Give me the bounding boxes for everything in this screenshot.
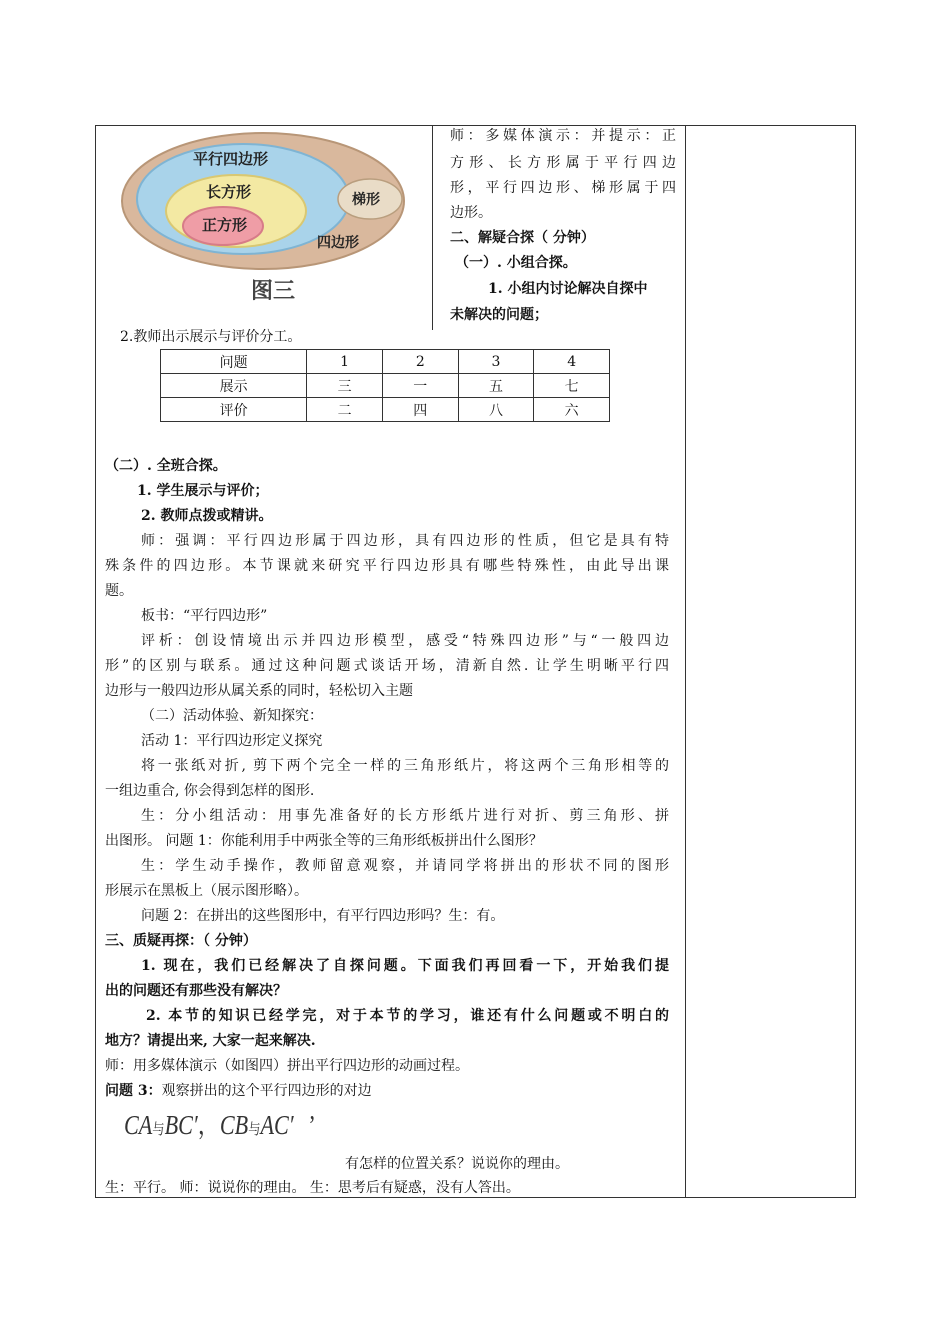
para-3-line-2: 一组边重合, 你会得到怎样的图形. — [105, 783, 315, 799]
label-rectangle: 长方形 — [206, 183, 252, 201]
para-3-line-1: 将一张纸对折, 剪下两个完全一样的三角形纸片，将这两个三角形相等的 — [141, 758, 669, 774]
final-dialogue: 生：平行。 师：说说你的理由。 生：思考后有疑惑，没有人答出。 — [105, 1180, 520, 1196]
para-6-line-1: 1. 现在，我们已经解决了自探问题。下面我们再回看一下，开始我们提 — [141, 958, 669, 974]
table-cell: 评价 — [161, 398, 307, 422]
figure-3 — [118, 131, 418, 311]
para-6-line-2: 出的问题还有那些没有解决？ — [105, 983, 287, 999]
board-note: 板书：“平行四边形” — [141, 608, 268, 624]
relation-question: 有怎样的位置关系？说说你的理由。 — [345, 1156, 569, 1172]
activity-1-title: 活动 1：平行四边形定义探究 — [141, 733, 323, 749]
para-2-line-1: 评析：创设情境出示并四边形模型，感受“特殊四边形”与“一般四边 — [141, 633, 669, 649]
figure-caption: 图三 — [251, 278, 296, 304]
connector-yu-2: 与 — [248, 1122, 261, 1138]
assignment-table — [160, 349, 610, 422]
para-4-line-2: 出图形。 问题 1：你能利用手中两张全等的三角形纸板拼出什么图形？ — [105, 833, 543, 849]
class-item-1: 1. 学生展示与评价； — [137, 483, 269, 499]
table-cell: 展示 — [161, 374, 307, 398]
section-3-heading: 三、质疑再探：（ 分钟） — [105, 933, 257, 949]
formula-comma: ， — [197, 1110, 220, 1140]
teacher-demo: 师：用多媒体演示（如图四）拼出平行四边形的动画过程。 — [105, 1058, 469, 1074]
table-cell: 八 — [458, 398, 534, 422]
question-3-label: 问题 3： — [105, 1083, 162, 1099]
question-2: 问题 2：在拼出的这些图形中，有平行四边形吗？生：有。 — [141, 908, 505, 924]
label-quadrilateral: 四边形 — [317, 235, 359, 251]
table-cell: 四 — [382, 398, 458, 422]
right-line-4: 边形。 — [450, 205, 492, 221]
formula-opposite-sides — [124, 1108, 316, 1147]
para-1-line-2: 殊条件的四边形。本节课就来研究平行四边形具有哪些特殊性，由此导出课 — [105, 558, 669, 574]
segment-ac-prime: AC′ — [260, 1110, 294, 1140]
table-cell: 2 — [382, 350, 458, 374]
activity-intro: （二）活动体验、新知探究： — [141, 708, 323, 724]
table-cell: 问题 — [161, 350, 307, 374]
para-5-line-1: 生：学生动手操作，教师留意观察，并请同学将拼出的形状不同的图形 — [141, 858, 669, 874]
formula-tail-mark: ’ — [308, 1110, 316, 1140]
table-cell: 七 — [534, 374, 610, 398]
label-square: 正方形 — [202, 216, 248, 234]
question-3 — [105, 1081, 372, 1101]
column-divider-right — [685, 125, 686, 1198]
para-2-line-3: 边形与一般四边形从属关系的同时，轻松切入主题 — [105, 683, 413, 699]
group-item-1-line-2: 未解决的问题； — [450, 307, 548, 323]
right-line-1: 师：多媒体演示：并提示：正 — [450, 128, 676, 144]
right-line-3: 形，平行四边形、梯形属于四 — [450, 180, 676, 196]
para-2-line-2: 形”的区别与联系。通过这种问题式谈话开场，清新自然. 让学生明晰平行四 — [105, 658, 669, 674]
table-row — [161, 350, 610, 374]
class-item-2: 2. 教师点拨或精讲。 — [141, 508, 273, 524]
segment-cb: CB — [219, 1110, 249, 1140]
label-parallelogram: 平行四边形 — [193, 150, 269, 168]
para-4-line-1: 生：分小组活动：用事先准备好的长方形纸片进行对折、剪三角形、拼 — [141, 808, 669, 824]
connector-yu-1: 与 — [152, 1122, 165, 1138]
group-explore-heading: （一）. 小组合探。 — [455, 255, 577, 271]
table-row — [161, 374, 610, 398]
column-divider-left — [432, 125, 433, 330]
label-trapezoid: 梯形 — [352, 192, 380, 208]
para-1-line-1: 师：强调：平行四边形属于四边形，具有四边形的性质，但它是具有特 — [141, 533, 669, 549]
segment-bc-prime: BC′ — [164, 1110, 198, 1140]
figure-3-diagram — [118, 131, 418, 311]
para-1-line-3: 题。 — [105, 583, 133, 599]
question-3-text: 观察拼出的这个平行四边形的对边 — [161, 1083, 372, 1099]
table-cell: 六 — [534, 398, 610, 422]
para-7-line-1: 2. 本节的知识已经学完，对于本节的学习，谁还有什么问题或不明白的 — [146, 1008, 669, 1024]
table-cell: 一 — [382, 374, 458, 398]
section-2-heading: 二、解疑合探（ 分钟） — [450, 230, 595, 246]
table-row — [161, 398, 610, 422]
class-explore-heading: （二）. 全班合探。 — [105, 458, 227, 474]
table-cell: 五 — [458, 374, 534, 398]
table-cell: 4 — [534, 350, 610, 374]
table-cell: 3 — [458, 350, 534, 374]
right-line-2: 方形、长方形属于平行四边 — [450, 155, 676, 171]
table-cell: 1 — [307, 350, 383, 374]
segment-ca: CA — [124, 1110, 153, 1140]
para-7-line-2: 地方？请提出来, 大家一起来解决. — [105, 1033, 316, 1049]
group-item-1-line-1: 1. 小组内讨论解决自探中 — [488, 281, 648, 297]
table-cell: 二 — [307, 398, 383, 422]
table-cell: 三 — [307, 374, 383, 398]
para-5-line-2: 形展示在黑板上（展示图形略）。 — [105, 883, 308, 899]
assignment-intro: 2.教师出示展示与评价分工。 — [120, 329, 302, 345]
